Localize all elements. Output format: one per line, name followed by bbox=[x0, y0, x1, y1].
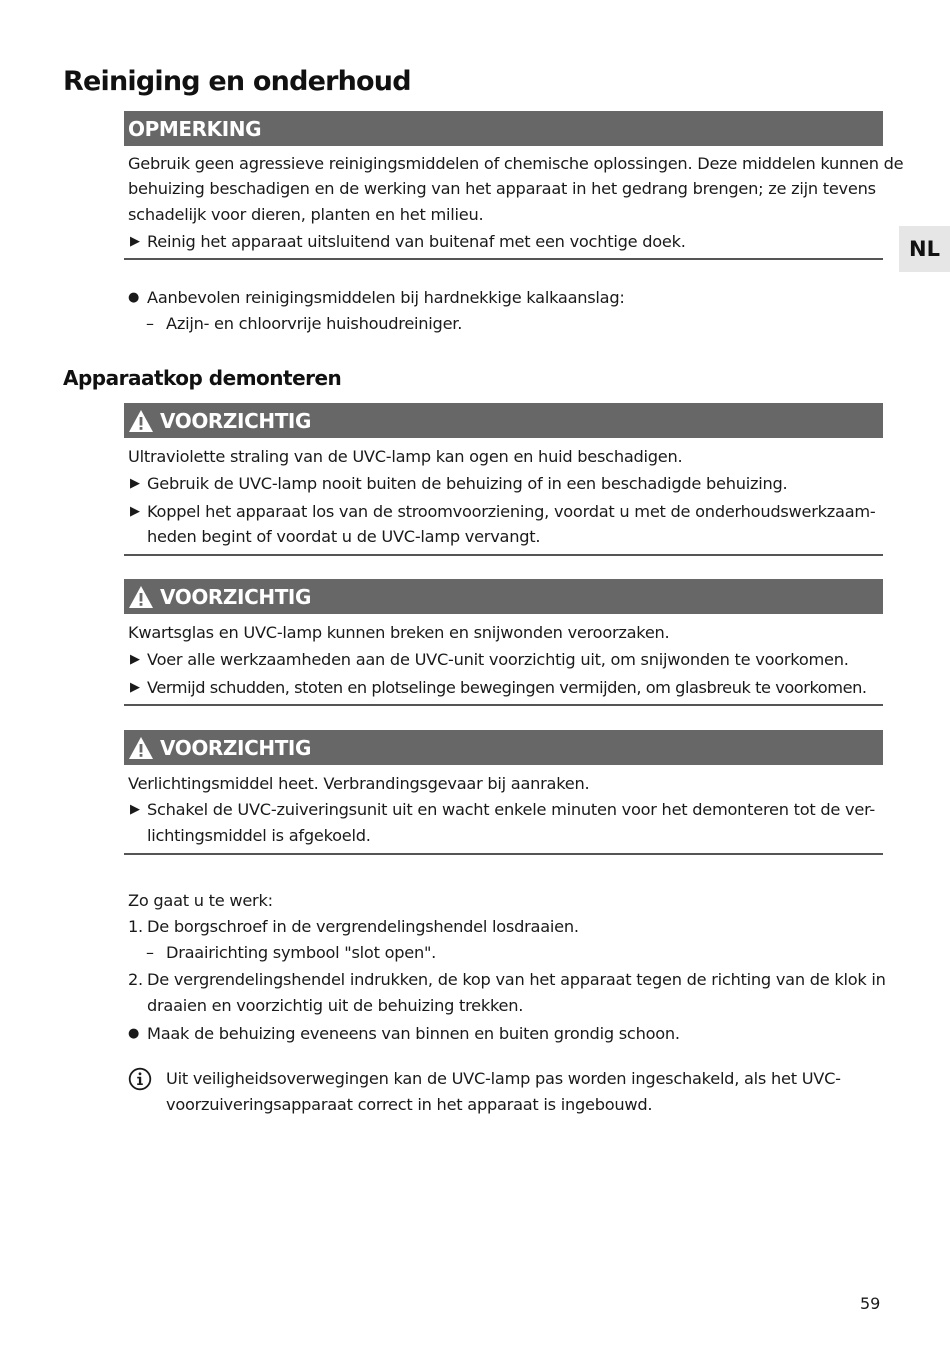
caution-action: Schakel de UVC-zuiveringsunit uit en wacht enkele minuten voor het demonteren tot de ver- bbox=[147, 800, 876, 819]
divider bbox=[124, 704, 883, 706]
caution-heading: VOORZICHTIG bbox=[160, 584, 311, 609]
warning-triangle-icon bbox=[128, 736, 154, 760]
notice-text-line: schadelijk voor dieren, planten en het milieu. bbox=[128, 205, 484, 224]
caution-header bbox=[124, 730, 883, 765]
divider bbox=[124, 258, 883, 260]
bullet-dot-icon: ● bbox=[128, 1026, 140, 1041]
notice-header bbox=[124, 111, 883, 146]
triangle-right-icon: ▶ bbox=[130, 504, 140, 519]
step-subitem: Draairichting symbool "slot open". bbox=[166, 943, 437, 962]
triangle-right-icon: ▶ bbox=[130, 234, 140, 249]
caution-action-continued: lichtingsmiddel is afgekoeld. bbox=[147, 826, 371, 845]
caution-action: Koppel het apparaat los van de stroomvoorziening, voordat u met de onderhoudswerkzaam- bbox=[147, 502, 876, 521]
warning-triangle-icon bbox=[128, 585, 154, 609]
caution-action-continued: heden begint of voordat u de UVC-lamp vervangt. bbox=[147, 527, 541, 546]
divider bbox=[124, 554, 883, 556]
page-title: Reiniging en onderhoud bbox=[63, 66, 411, 97]
step-number: 2. bbox=[128, 970, 143, 989]
dash-marker: – bbox=[146, 943, 154, 962]
info-text-continued: voorzuiveringsapparaat correct in het apparaat is ingebouwd. bbox=[166, 1095, 653, 1114]
divider bbox=[124, 853, 883, 855]
list-item: Maak de behuizing eveneens van binnen en buiten grondig schoon. bbox=[147, 1024, 680, 1043]
triangle-right-icon: ▶ bbox=[130, 680, 140, 695]
notice-text-line: behuizing beschadigen en de werking van het apparaat in het gedrang brengen; ze zijn tevens bbox=[128, 179, 876, 198]
dash-marker: – bbox=[146, 314, 154, 333]
caution-header bbox=[124, 403, 883, 438]
caution-intro: Verlichtingsmiddel heet. Verbrandingsgevaar bij aanraken. bbox=[128, 774, 590, 793]
step-number: 1. bbox=[128, 917, 143, 936]
bullet-dot-icon: ● bbox=[128, 290, 140, 305]
caution-heading: VOORZICHTIG bbox=[160, 408, 311, 433]
warning-triangle-icon bbox=[128, 409, 154, 433]
caution-action: Gebruik de UVC-lamp nooit buiten de behuizing of in een beschadigde behuizing. bbox=[147, 474, 788, 493]
page-number: 59 bbox=[860, 1294, 881, 1313]
triangle-right-icon: ▶ bbox=[130, 652, 140, 667]
section-title: Apparaatkop demonteren bbox=[63, 366, 342, 390]
caution-heading: VOORZICHTIG bbox=[160, 735, 311, 760]
caution-action: Voer alle werkzaamheden aan de UVC-unit voorzichtig uit, om snijwonden te voorkomen. bbox=[147, 650, 849, 669]
info-circle-icon bbox=[128, 1067, 152, 1091]
notice-heading: OPMERKING bbox=[128, 116, 262, 141]
info-text: Uit veiligheidsoverwegingen kan de UVC-lamp pas worden ingeschakeld, als het UVC- bbox=[166, 1069, 841, 1088]
caution-intro: Ultraviolette straling van de UVC-lamp kan ogen en huid beschadigen. bbox=[128, 447, 683, 466]
step-text: De borgschroef in de vergrendelingshendel losdraaien. bbox=[147, 917, 579, 936]
triangle-right-icon: ▶ bbox=[130, 476, 140, 491]
caution-intro: Kwartsglas en UVC-lamp kunnen breken en snijwonden veroorzaken. bbox=[128, 623, 670, 642]
step-text: De vergrendelingshendel indrukken, de kop van het apparaat tegen de richting van de klok in bbox=[147, 970, 886, 989]
caution-action: Vermijd schudden, stoten en plotselinge bewegingen vermijden, om glasbreuk te voorkomen. bbox=[147, 678, 867, 697]
notice-text-line: Gebruik geen agressieve reinigingsmiddelen of chemische oplossingen. Deze middelen kunnen de bbox=[128, 154, 904, 173]
triangle-right-icon: ▶ bbox=[130, 802, 140, 817]
caution-header bbox=[124, 579, 883, 614]
list-subitem: Azijn- en chloorvrije huishoudreiniger. bbox=[166, 314, 463, 333]
language-tab: NL bbox=[899, 226, 950, 272]
list-item: Aanbevolen reinigingsmiddelen bij hardnekkige kalkaanslag: bbox=[147, 288, 625, 307]
step-text-continued: draaien en voorzichtig uit de behuizing trekken. bbox=[147, 996, 524, 1015]
procedure-intro: Zo gaat u te werk: bbox=[128, 891, 273, 910]
notice-action: Reinig het apparaat uitsluitend van buitenaf met een vochtige doek. bbox=[147, 232, 686, 251]
